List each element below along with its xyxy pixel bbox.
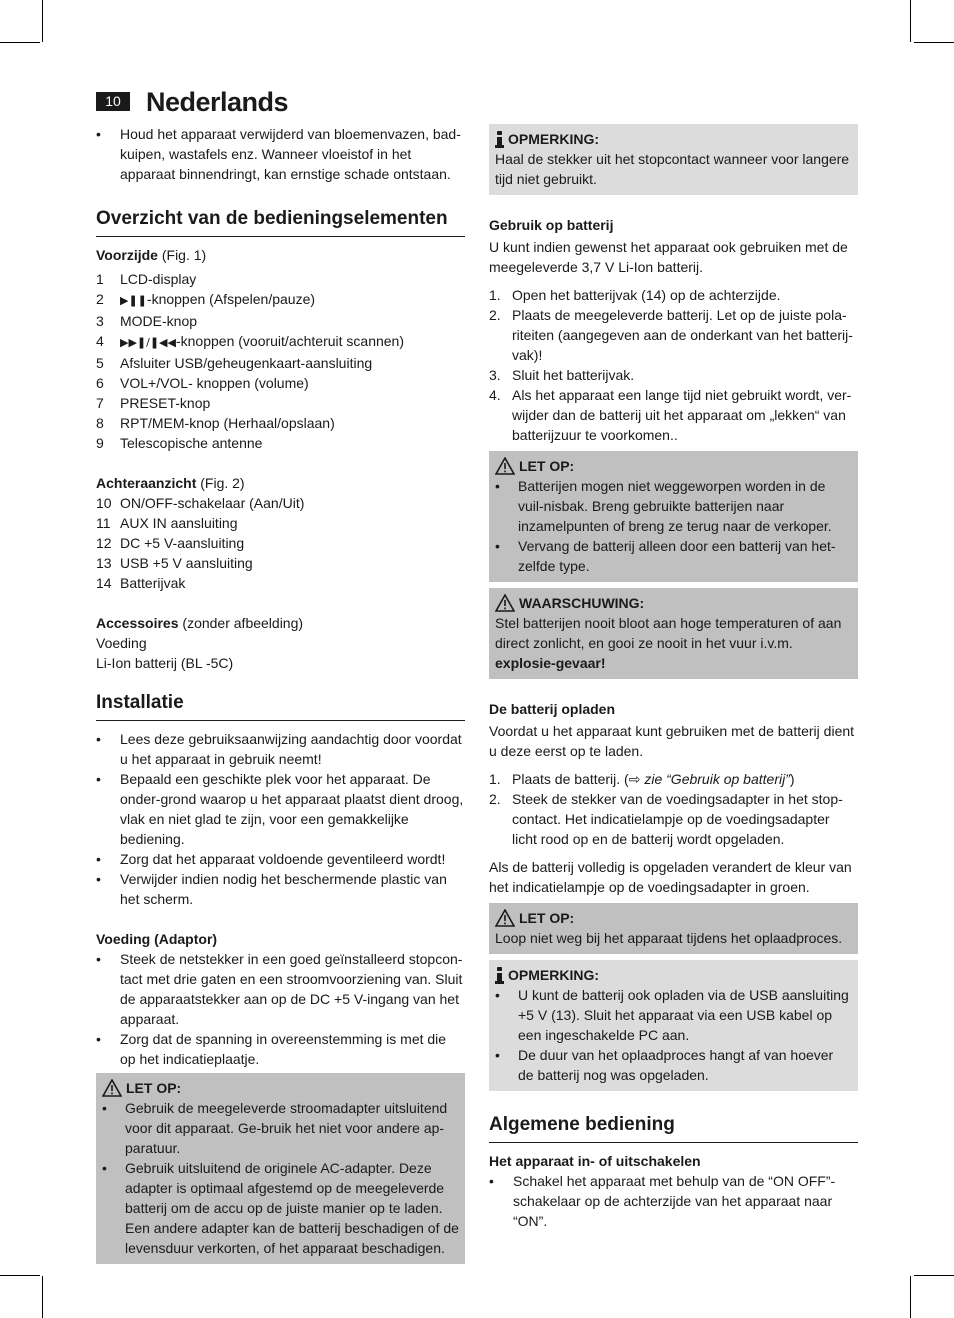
caution-title-text: LET OP: [519,458,575,474]
item-text: MODE-knop [120,313,198,329]
caution-title-text: LET OP: [519,910,575,926]
item-text: ON/OFF-schakelaar (Aan/Uit) [120,495,305,511]
section-heading-overview: Overzicht van de bedieningselementen [96,207,465,237]
page-title: Nederlands [146,87,289,117]
step-number: 4. [489,387,501,403]
list-item [489,789,858,849]
crop-mark [42,0,43,42]
item-number: 2 [96,291,104,307]
installation-list [96,729,465,909]
item-number: 4 [96,333,104,349]
caution-text: Loop niet weg bij het apparaat tijdens het oplaadproces. [495,930,843,946]
item-text: USB +5 V aansluiting [120,555,253,571]
list-item: • Zorg dat de spanning in overeenstemming is met die op het indicatieplaatje. [96,1029,465,1069]
page-number: 10 [96,92,130,111]
power-list [96,949,465,1069]
list-item: • Schakel het apparaat met behulp van de “ON OFF”-schakelaar op de achterzijde van het apparaat naar “ON”. [489,1171,858,1231]
step-text: Steek de stekker van de voedingsadapter in het stop-contact. Het indicatielampje op de voedingsadapter licht rood op en de batterij wordt opgeladen. [512,791,843,847]
note-title [495,129,852,149]
note-box [489,124,858,195]
skip-icon: ▶▶❚/❚◀◀ [120,336,176,349]
info-icon [495,131,504,148]
accessories-ref: (zonder afbeelding) [182,615,304,631]
list-item: • Zorg dat het apparaat voldoende geventileerd wordt! [96,849,465,869]
crop-mark [42,1276,43,1318]
back-ref: (Fig. 2) [200,475,245,491]
item-text: LCD-display [120,271,197,287]
charging-after: Als de batterij volledig is opgeladen verandert de kleur van het indicatielampje op de voedingsadapter in groen. [489,859,852,895]
warning-text [495,613,852,673]
step-number: 1. [489,771,501,787]
step-number: 3. [489,367,501,383]
charging-steps [489,769,858,849]
list-item [96,413,465,433]
back-label: Achteraanzicht [96,475,197,491]
list-item: • Lees deze gebruiksaanwijzing aandachtig door voordat u het apparaat in gebruik neemt! [96,729,465,769]
info-icon [495,967,504,984]
caution-title [102,1078,459,1098]
item-number: 13 [96,555,112,571]
section-heading-installation: Installatie [96,691,465,721]
list-item [96,513,465,533]
crop-mark [914,42,954,43]
front-ref: (Fig. 1) [161,247,207,263]
warning-title-text: WAARSCHUWING: [519,595,645,611]
step-text: Sluit het batterijvak. [512,367,635,383]
caution-title [495,908,852,928]
note-title-text: OPMERKING: [508,967,599,983]
caution-list [495,476,852,576]
list-item [489,305,858,365]
list-item [96,433,465,453]
right-column [489,124,858,1231]
list-item: • Batterijen mogen niet weggeworpen worden in de vuil-nisbak. Breng gebruikte batterijen naar inzamelpunten of breng ze terug naar de verkoper. [495,476,852,536]
list-item: • Gebruik de meegeleverde stroomadapter uitsluitend voor dit apparaat. Ge-bruik het niet voor andere ap-paratuur. [102,1098,459,1158]
caution-box [489,903,858,954]
front-parts-list [96,269,465,453]
item-number: 7 [96,395,104,411]
note-text: Haal de stekker uit het stopcontact wanneer voor langere tijd niet gebruikt. [495,151,850,187]
list-item [96,533,465,553]
warning-triangle-icon [495,594,515,612]
list-item [96,493,465,513]
warning-box [489,588,858,679]
general-list [489,1171,858,1231]
item-number: 8 [96,415,104,431]
item-text: Telescopische antenne [120,435,263,451]
warning-body: Stel batterijen nooit bloot aan hoge temperaturen of aan direct zonlicht, en gooi ze nooit in het vuur i.v.m. [495,615,842,651]
list-item: • De duur van het oplaadproces hangt af van hoever de batterij nog was opgeladen. [495,1045,852,1085]
item-number: 14 [96,575,112,591]
note-list [495,985,852,1085]
list-item [96,331,465,353]
note-box [489,960,858,1091]
list-item [489,285,858,305]
accessories-label [96,613,465,633]
warning-triangle-icon [495,457,515,475]
list-item [96,553,465,573]
list-item [96,393,465,413]
list-item: • Steek de netstekker in een goed geïnstalleerd stopcon-tact met drie gaten en een stroomvoorziening van. Sluit de apparaatstekker aan op de DC +5 V-ingang van het apparaat. [96,949,465,1029]
item-number: 6 [96,375,104,391]
accessories-title: Accessoires [96,615,179,631]
list-item [489,769,858,789]
item-text: Batterijvak [120,575,186,591]
caution-list [102,1098,459,1258]
list-item [96,573,465,593]
list-item: • Gebruik uitsluitend de originele AC-adapter. Deze adapter is optimaal afgestemd op de meegeleverde batterij om de accu op de juiste manier op te laden. Een andere adapter kan de batterij beschadigen of de levensduur verkorten, of het apparaat beschadigen. [102,1158,459,1258]
note-title [495,965,852,985]
item-text: PRESET-knop [120,395,211,411]
crop-mark [910,1276,911,1318]
accessory-item: Li-Ion batterij (BL -5C) [96,655,234,671]
caution-title-text: LET OP: [126,1080,182,1096]
intro-list [96,124,465,184]
list-item [96,353,465,373]
item-text: AUX IN aansluiting [120,515,238,531]
step-text: Als het apparaat een lange tijd niet gebruikt wordt, ver-wijder dan de batterij uit het apparaat om „lekken“ van batterijzuur te voorkomen.. [512,387,852,443]
list-item: • U kunt de batterij ook opladen via de USB aansluiting +5 V (13). Sluit het apparaat via een USB kabel op een ingeschakelde PC aan. [495,985,852,1045]
subheading-power-switch: Het apparaat in- of uitschakelen [489,1153,701,1169]
cross-reference-link[interactable]: ⇨ zie “Gebruik op batterij” [628,771,790,787]
list-item [96,269,465,289]
play-pause-icon: ▶❚❚ [120,294,147,307]
list-item [489,385,858,445]
list-item [96,289,465,311]
item-text: Afsluiter USB/geheugenkaart-aansluiting [120,355,373,371]
subheading-charging: De batterij opladen [489,701,616,717]
step-number: 2. [489,791,501,807]
item-number: 1 [96,271,104,287]
item-text: -knoppen (Afspelen/pauze) [146,291,316,307]
crop-mark [0,1275,40,1276]
caution-box [96,1073,465,1264]
battery-use-intro: U kunt indien gewenst het apparaat ook gebruiken met de meegeleverde 3,7 V Li-Ion batterij. [489,239,848,275]
accessory-item: Voeding [96,635,147,651]
caution-box [489,451,858,582]
item-number: 3 [96,313,104,329]
section-heading-general: Algemene bediening [489,1113,858,1143]
step-text-end: ) [789,771,795,787]
list-item: • Bepaald een geschikte plek voor het apparaat. De onder-grond waarop u het apparaat plaatst dient droog, vlak en niet glad te zijn, voor een gemakkelijke bediening. [96,769,465,849]
subheading-power: Voeding (Adaptor) [96,931,218,947]
subheading-battery-use: Gebruik op batterij [489,217,614,233]
item-text: DC +5 V-aansluiting [120,535,245,551]
crop-mark [910,0,911,42]
step-number: 2. [489,307,501,323]
step-number: 1. [489,287,501,303]
warning-emphasis: explosie-gevaar! [495,655,606,671]
item-text: RPT/MEM-knop (Herhaal/opslaan) [120,415,335,431]
list-item: • Verwijder indien nodig het beschermende plastic van het scherm. [96,869,465,909]
step-text: Open het batterijvak (14) op de achterzijde. [512,287,781,303]
list-item [489,365,858,385]
item-number: 12 [96,535,112,551]
caution-title [495,456,852,476]
warning-triangle-icon [102,1079,122,1097]
warning-title [495,593,852,613]
step-text: Plaats de meegeleverde batterij. Let op de juiste pola-riteiten (aangegeven aan de onderkant van het batterij-vak)! [512,307,853,363]
back-view-label [96,473,465,493]
list-item: • Vervang de batterij alleen door een batterij van het-zelfde type. [495,536,852,576]
front-view-label [96,245,465,265]
back-parts-list [96,493,465,593]
crop-mark [0,42,40,43]
note-title-text: OPMERKING: [508,131,599,147]
item-number: 10 [96,495,112,511]
list-item [96,373,465,393]
item-text: -knoppen (vooruit/achteruit scannen) [175,333,405,349]
battery-use-steps [489,285,858,445]
item-text: VOL+/VOL- knoppen (volume) [120,375,309,391]
item-number: 5 [96,355,104,371]
charging-intro: Voordat u het apparaat kunt gebruiken met de batterij dient u deze eerst op te laden. [489,723,855,759]
front-label: Voorzijde [96,247,158,263]
crop-mark [914,1275,954,1276]
list-item: • Houd het apparaat verwijderd van bloemenvazen, bad-kuipen, wastafels enz. Wanneer vloeistof in het apparaat binnendringt, kan ernstige schade ontstaan. [96,124,465,184]
step-text: Plaats de batterij. ( [512,771,629,787]
warning-triangle-icon [495,909,515,927]
left-column [96,124,465,1264]
item-number: 9 [96,435,104,451]
item-number: 11 [96,515,111,531]
list-item [96,311,465,331]
